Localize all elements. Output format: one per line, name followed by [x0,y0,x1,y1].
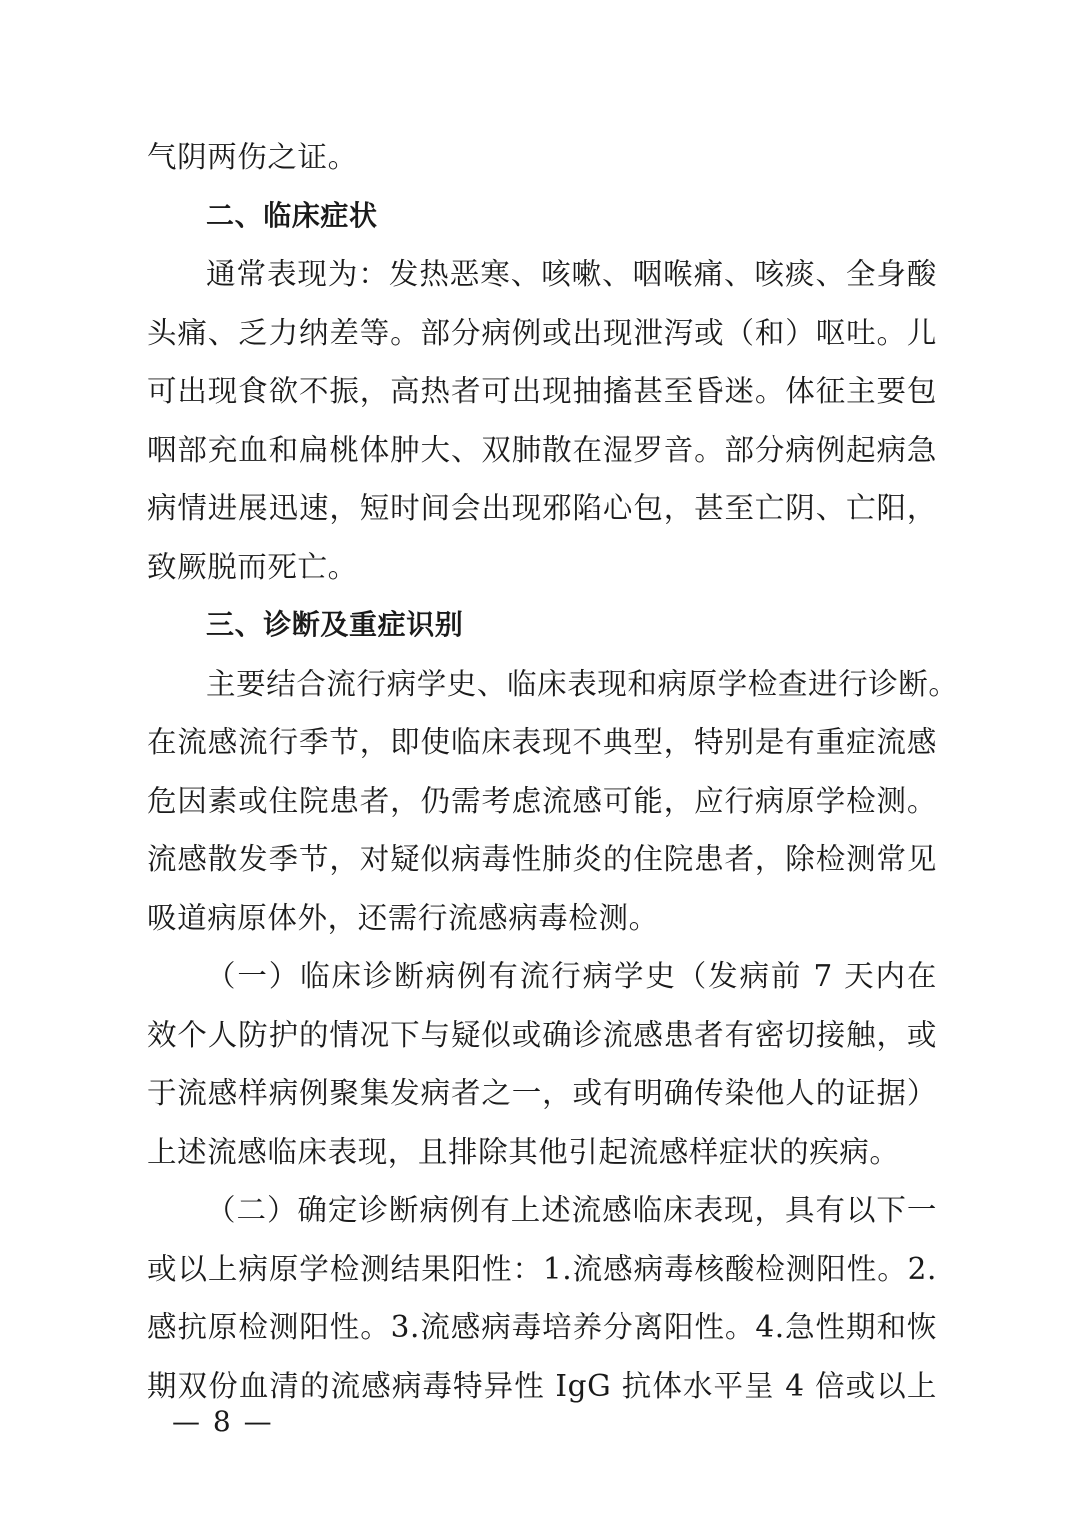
paragraph-line: 在流感流行季节，即使临床表现不典型，特别是有重症流感 [147,725,937,759]
page-number: — 8 — [172,1405,274,1438]
paragraph-line: 效个人防护的情况下与疑似或确诊流感患者有密切接触，或 [147,1017,937,1052]
paragraph-line: 气阴两伤之证。 [147,140,358,174]
section-heading-clinical-symptoms: 二、临床症状 [206,198,378,232]
paragraph-line: 流感散发季节，对疑似病毒性肺炎的住院患者，除检测常见 [147,842,937,876]
paragraph-line: 通常表现为：发热恶寒、咳嗽、咽喉痛、咳痰、全身酸 [206,257,937,291]
paragraph-line: 病情进展迅速，短时间会出现邪陷心包，甚至亡阴、亡阳， [147,491,937,525]
paragraph-line: 主要结合流行病学史、临床表现和病原学检查进行诊断。 [206,666,959,701]
paragraph-line: 头痛、乏力纳差等。部分病例或出现泄泻或（和）呕吐。儿 [147,315,937,350]
document-body [147,128,959,1415]
paragraph-line: 上述流感临床表现，且排除其他引起流感样症状的疾病。 [147,1134,900,1169]
paragraph-line: 于流感样病例聚集发病者之一，或有明确传染他人的证据） [147,1076,937,1110]
paragraph-line: 感抗原检测阳性。3.流感病毒培养分离阳性。4.急性期和恢 [147,1310,937,1344]
paragraph-line: 或以上病原学检测结果阳性：1.流感病毒核酸检测阳性。2. [147,1251,937,1286]
paragraph-line: 吸道病原体外，还需行流感病毒检测。 [147,900,659,935]
paragraph-line: 致厥脱而死亡。 [147,549,358,584]
section-heading-diagnosis: 三、诊断及重症识别 [206,608,464,641]
paragraph-line: （一）临床诊断病例有流行病学史（发病前 7 天内在 [206,959,937,993]
paragraph-line: 可出现食欲不振，高热者可出现抽搐甚至昏迷。体征主要包 [147,374,937,408]
paragraph-line: 危因素或住院患者，仍需考虑流感可能，应行病原学检测。 [147,783,937,818]
paragraph-line: 咽部充血和扁桃体肿大、双肺散在湿罗音。部分病例起病急 [147,432,937,467]
paragraph-line: （二）确定诊断病例有上述流感临床表现，具有以下一 [206,1193,937,1227]
paragraph-line: 期双份血清的流感病毒特异性 IgG 抗体水平呈 4 倍或以上 [147,1368,937,1403]
